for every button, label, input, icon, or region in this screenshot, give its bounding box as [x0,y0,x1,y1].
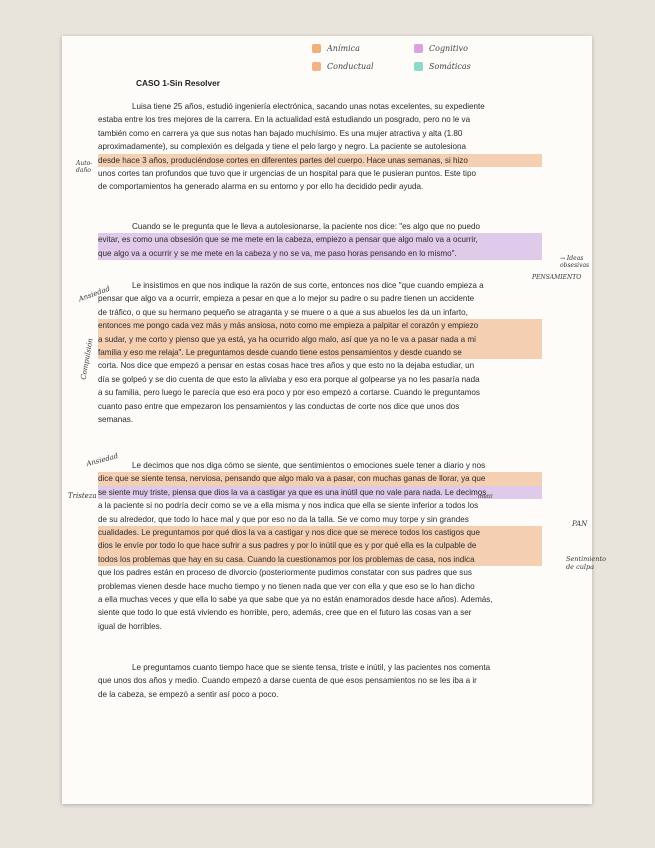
swatch-icon [414,44,423,53]
paragraph-4: Le decimos que nos diga cómo se siente, que sentimientos o emociones suele tener a diario y nos dice que se siente tensa, nerviosa, pensando que algo malo va a pasar, con muchas ganas de llorar, ya que se siente muy triste, piensa que dios la va a castigar ya que es una inútil que no vale para nada. Le decimos a la paciente si no podría decir como se ve a ella misma y nos indica que ella se siente inferior a todos los de su alrededor, que todo lo hace mal y que por eso no da la talla. Se ve como muy torpe y sin grandes cualidades. Le preguntamos por qué dios la va a castigar y nos dice que se merece todos los castigos que dios le envíe por todo lo que hace sufrir a sus padres y por lo inútil que es y por qué ella es la culpable de todos los problemas que hay en su casa. Cuando la cuestionamos por los problemas de casa, nos indica que los padres están en proceso de divorcio (posteriormente pudimos constatar con sus padres que sus problemas vienen desde hace mucho tiempo y no tienen nada que ver con ella y que eso se lo han dicho a ella muchas veces y que ella lo sabe ya que sabe que ya no están enamorados desde hace años). Además, siente que todo lo que está viviendo es horrible, pero, además, cree que en el futuro las cosas van a ser igual de horribles. [98,459,542,633]
note-autolesion: Auto-daño [76,160,93,174]
swatch-icon [414,62,423,71]
paragraph-1: Luisa tiene 25 años, estudió ingeniería electrónica, sacando unas notas excelentes, su expediente estaba entre los tres mejores de la carrera. En la actualidad está estudiando un posgrado, pero no le va también como en carrera ya que sus notas han bajado muchísimo. Es una mujer atractiva y alta (1.80 aproximadamente), su complexión es delgada y tiene el pelo largo y negro. La paciente se autolesiona desde hace 3 años, produciéndose cortes en diferentes partes del cuerpo. Hace unas semanas, si hizo unos cortes tan profundos que tuvo que ir urgencias de un hospital para que le pusieran puntos. Este tipo de comportamientos ha generado alarma en su entorno y por ello ha decidido pedir ayuda. [98,100,542,194]
note-ansiedad-1: Ansiedad [77,284,112,304]
paragraph-2: Cuando se le pregunta que le lleva a autolesionarse, la paciente nos dice: "es algo que no puedo evitar, es como una obsesión que se me mete en la cabeza, empiezo a pensar que algo malo va a ocurrir, que algo va a ocurrir y se me mete en la cabeza y no se va, me paso horas pensando en lo mismo". [98,220,542,260]
legend-item-cognitivo: Cognitivo [414,44,468,53]
note-pan: PAN [572,520,588,528]
note-inutil: inútil [478,494,493,500]
swatch-icon [312,62,321,71]
paragraph-3: Le insistimos en que nos indique la razón de sus corte, entonces nos dice "que cuando empieza a pensar que algo va a ocurrir, empieza a pesar en que a lo mejor su padre o su padre tienen un accidente de tráfico, o que su hermano pequeño se atraganta y se muere o a que a sus abuelos les da un infarto, entonces me pongo cada vez más y más ansiosa, noto como me empieza a palpitar el corazón y empiezo a sudar, y me corto y pienso que ya está, ya ha ocurrido algo malo, así que ya no le va a pasar nada a mi familia y eso me relaja". Le preguntamos desde cuando tiene estos pensamientos y desde cuando se corta. Nos dice que empezó a pensar en estas cosas hace tres años y que esto no la dejaba estudiar, un día se golpeó y se dio cuenta de que esto la aliviaba y eso era porque al golpearse ya no les pasaría nada a su familia, pero luego le parecía que eso era poco y por eso empezó a cortarse. Cuando le preguntamos cuanto paso entre que empezaron los pensamientos y las conductas de corte nos dice que unos dos semanas. [98,279,542,426]
note-ideas: → Ideas obsesivas [560,255,590,269]
legend-item-somaticas: Somáticas [414,62,471,71]
legend-item-animica: Anímica [312,44,360,53]
paragraph-5: Le preguntamos cuanto tiempo hace que se siente tensa, triste e inútil, y las pacientes nos comenta que unos dos años y medio. Cuando empezó a darse cuenta de que esos pensamientos no se les iba a ir de la cabeza, se empezó a sentir así poco a poco. [98,663,491,699]
note-sentimiento: Sentimiento de culpa [566,555,606,571]
note-tristeza: Tristeza [68,492,97,500]
case-title: CASO 1-Sin Resolver [136,78,220,88]
note-compulsion: Compulsión [79,337,95,381]
note-pensamiento: PENSAMIENTO [532,274,582,281]
legend-item-conductual: Conductual [312,62,374,71]
note-ansiedad-2: Ansiedad [85,451,120,469]
swatch-icon [312,44,321,53]
